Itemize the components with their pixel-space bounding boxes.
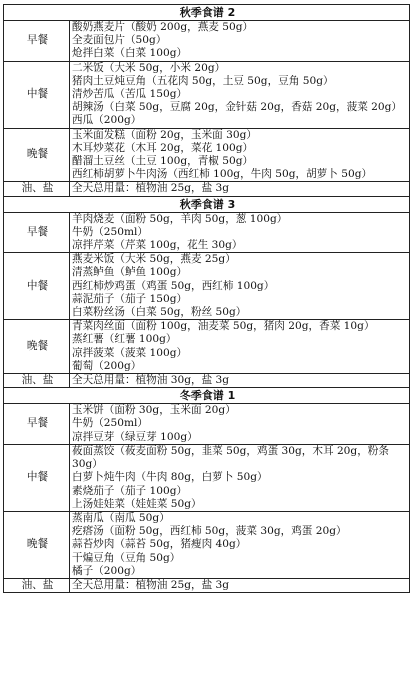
dish-item: 干煸豆角（豆角 50g） bbox=[72, 551, 181, 564]
dish-item: 清炒苦瓜（苦瓜 150g） bbox=[72, 88, 188, 101]
meal-row bbox=[4, 182, 410, 196]
dish-item: 凉拌豆芽（绿豆芽 100g） bbox=[72, 430, 198, 443]
dish-item: 疙瘩汤（面粉 50g，西红柿 50g，菠菜 30g，鸡蛋 20g） bbox=[72, 525, 347, 538]
dish-item: 猪肉土豆炖豆角（五花肉 50g，土豆 50g，豆角 50g） bbox=[72, 74, 334, 87]
dish-item: 酸奶燕麦片（酸奶 200g，燕麦 50g） bbox=[72, 21, 254, 33]
section-title-row bbox=[4, 5, 410, 21]
meal-row bbox=[4, 444, 410, 511]
meal-label: 晚餐 bbox=[4, 320, 70, 374]
meal-label: 油、盐 bbox=[4, 374, 70, 388]
dish-list bbox=[70, 511, 410, 578]
dish-list bbox=[70, 182, 410, 196]
dish-item: 白菜粉丝汤（白菜 50g，粉丝 50g） bbox=[72, 306, 247, 319]
diet-menu-document bbox=[3, 4, 409, 593]
section-title-row bbox=[4, 196, 410, 212]
dish-item: 玉米面发糕（面粉 20g，玉米面 30g） bbox=[72, 128, 257, 141]
dish-list bbox=[70, 61, 410, 128]
dish-item: 玉米饼（面粉 30g，玉米面 20g） bbox=[72, 404, 236, 417]
dish-item: 西红柿炒鸡蛋（鸡蛋 50g，西红柿 100g） bbox=[72, 279, 275, 292]
meal-row bbox=[4, 253, 410, 320]
meal-label: 油、盐 bbox=[4, 578, 70, 592]
dish-item: 莜面蒸饺（莜麦面粉 50g，韭菜 50g，鸡蛋 30g，木耳 20g，粉条 30g） bbox=[72, 444, 389, 471]
meal-row bbox=[4, 511, 410, 578]
dish-item: 青菜肉丝面（面粉 100g，油麦菜 50g，猪肉 20g，香菜 10g） bbox=[72, 320, 375, 333]
dish-item: 蒜泥茄子（茄子 150g） bbox=[72, 292, 188, 305]
dish-list bbox=[70, 578, 410, 592]
meal-label: 晚餐 bbox=[4, 511, 70, 578]
meal-label: 油、盐 bbox=[4, 182, 70, 196]
dish-item: 凉拌芹菜（芹菜 100g，花生 30g） bbox=[72, 239, 243, 252]
meal-label: 早餐 bbox=[4, 404, 70, 445]
meal-label: 中餐 bbox=[4, 444, 70, 511]
dish-list bbox=[70, 212, 410, 253]
menu-table-body bbox=[4, 5, 410, 593]
meal-row bbox=[4, 578, 410, 592]
meal-row bbox=[4, 212, 410, 253]
meal-label: 晚餐 bbox=[4, 128, 70, 182]
meal-row bbox=[4, 374, 410, 388]
dish-item: 葡萄（200g） bbox=[72, 359, 142, 372]
dish-item: 燕麦米饭（大米 50g，燕麦 25g） bbox=[72, 253, 236, 266]
dish-item: 炝拌白菜（白菜 100g） bbox=[72, 47, 188, 60]
dish-item: 蒸红薯（红薯 100g） bbox=[72, 333, 177, 346]
dish-item: 木耳炒菜花（木耳 20g，菜花 100g） bbox=[72, 141, 254, 154]
dish-list bbox=[70, 374, 410, 388]
dish-item: 上汤娃娃菜（娃娃菜 50g） bbox=[72, 497, 202, 510]
meal-row bbox=[4, 320, 410, 374]
meal-label: 早餐 bbox=[4, 21, 70, 62]
dish-item: 全天总用量：植物油 25g，盐 3g bbox=[72, 182, 230, 195]
dish-item: 牛奶（250ml） bbox=[72, 417, 149, 430]
section-title: 冬季食谱 1 bbox=[4, 388, 410, 404]
dish-item: 二米饭（大米 50g，小米 20g） bbox=[72, 61, 226, 74]
dish-item: 蒸南瓜（南瓜 50g） bbox=[72, 511, 170, 524]
dish-item: 西红柿胡萝卜牛肉汤（西红柿 100g，牛肉 50g，胡萝卜 50g） bbox=[72, 168, 373, 181]
meal-label: 早餐 bbox=[4, 212, 70, 253]
diet-menu-table bbox=[3, 4, 410, 593]
dish-list bbox=[70, 320, 410, 374]
meal-label: 中餐 bbox=[4, 253, 70, 320]
dish-list bbox=[70, 404, 410, 445]
dish-item: 蒜苔炒肉（蒜苔 50g，猪瘦肉 40g） bbox=[72, 538, 247, 551]
dish-list bbox=[70, 128, 410, 182]
section-title: 秋季食谱 2 bbox=[4, 5, 410, 21]
meal-row bbox=[4, 128, 410, 182]
section-title-row bbox=[4, 388, 410, 404]
section-title: 秋季食谱 3 bbox=[4, 196, 410, 212]
meal-row bbox=[4, 61, 410, 128]
dish-item: 胡辣汤（白菜 50g，豆腐 20g，金针菇 20g，香菇 20g，菠菜 20g） bbox=[72, 101, 403, 114]
dish-item: 凉拌菠菜（菠菜 100g） bbox=[72, 346, 188, 359]
meal-row bbox=[4, 404, 410, 445]
dish-item: 西瓜（200g） bbox=[72, 114, 142, 127]
dish-item: 全天总用量：植物油 25g，盐 3g bbox=[72, 578, 230, 591]
dish-list bbox=[70, 444, 410, 511]
dish-item: 素烧茄子（茄子 100g） bbox=[72, 484, 188, 497]
dish-list bbox=[70, 21, 410, 62]
dish-item: 羊肉烧麦（面粉 50g，羊肉 50g，葱 100g） bbox=[72, 212, 288, 225]
dish-item: 全麦面包片（50g） bbox=[72, 34, 167, 47]
dish-item: 全天总用量：植物油 30g，盐 3g bbox=[72, 374, 230, 387]
meal-label: 中餐 bbox=[4, 61, 70, 128]
meal-row bbox=[4, 21, 410, 62]
dish-item: 橘子（200g） bbox=[72, 564, 142, 577]
dish-item: 醋溜土豆丝（土豆 100g，青椒 50g） bbox=[72, 155, 254, 168]
dish-item: 牛奶（250ml） bbox=[72, 225, 149, 238]
dish-item: 清蒸鲈鱼（鲈鱼 100g） bbox=[72, 266, 188, 279]
dish-item: 白萝卜炖牛肉（牛肉 80g，白萝卜 50g） bbox=[72, 471, 268, 484]
dish-list bbox=[70, 253, 410, 320]
